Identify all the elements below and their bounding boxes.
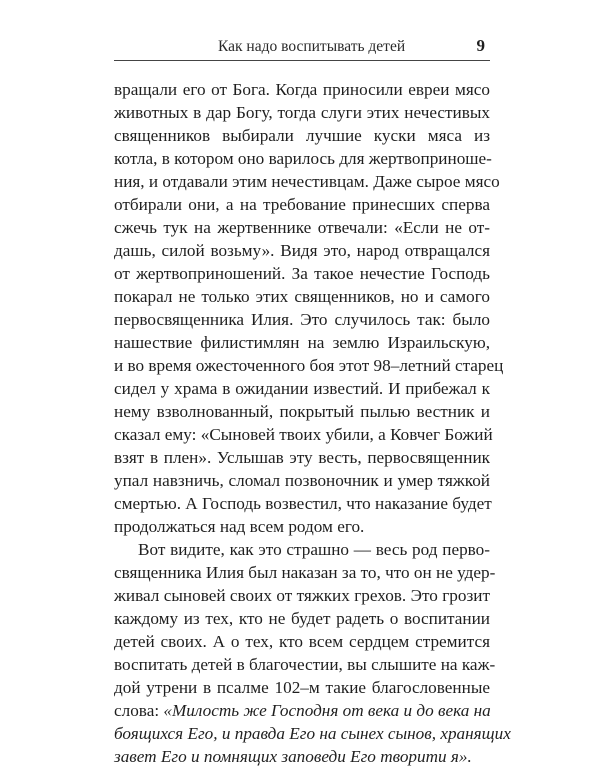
page-number: 9 (476, 36, 485, 55)
text-fragment: слова: (114, 701, 164, 720)
text-line: упал навзничь, сломал позвоночник и умер тяжкой (114, 471, 490, 490)
psalm-quote-line: боящихся Его, и правда Его на сынех сынов, хранящих (114, 724, 511, 743)
psalm-quote-line: завет Его и помнящих заповеди Его творити я». (114, 747, 472, 766)
text-line: сказал ему: «Сыновей твоих убили, а Ковчег Божий (114, 425, 493, 444)
text-line: Вот видите, как это страшно — весь род перво- (138, 540, 490, 559)
text-line: продолжаться над всем родом его. (114, 517, 365, 536)
text-line: смертью. А Господь возвестил, что наказание будет (114, 494, 492, 513)
text-line: живал сыновей своих от тяжких грехов. Это грозит (114, 586, 490, 605)
text-line: священника Илия был наказан за то, что он не удер- (114, 563, 496, 582)
text-line: воспитать детей в благочестии, вы слышите на каж- (114, 655, 496, 674)
text-line: отбирали они, а на требование принесших сперва (114, 195, 490, 214)
header-divider (114, 60, 490, 61)
running-header (114, 37, 490, 59)
text-line: животных в дар Богу, тогда слуги этих нечестивых (114, 103, 490, 122)
text-line: каждому из тех, кто не будет радеть о воспитании (114, 609, 490, 628)
text-line: первосвященника Илия. Это случилось так: было (114, 310, 490, 329)
text-line-with-quote (114, 699, 490, 722)
text-line: священников выбирали лучшие куски мяса из (114, 126, 490, 145)
text-line: нашествие филистимлян на землю Израильскую, (114, 333, 490, 352)
text-line: покарал не только этих священников, но и самого (114, 287, 490, 306)
text-line: нему взволнованный, покрытый пылью вестник и (114, 402, 490, 421)
psalm-quote: «Милость же Господня от века и до века на (163, 701, 491, 720)
page-body (114, 78, 511, 768)
text-line: взят в плен». Услышав эту весть, первосвященник (114, 448, 490, 467)
text-line: котла, в котором оно варилось для жертвоприноше- (114, 149, 492, 168)
text-line: и во время ожесточенного боя этот 98–летний старец (114, 356, 504, 375)
text-line: дашь, силой возьму». Видя это, народ отвращался (114, 241, 490, 260)
text-line: вращали его от Бога. Когда приносили евреи мясо (114, 80, 490, 99)
text-line: сжечь тук на жертвеннике отвечали: «Если не от- (114, 218, 490, 237)
running-title: Как надо воспитывать детей (218, 38, 406, 55)
text-line: ния, и отдавали этим нечестивцам. Даже сырое мясо (114, 172, 500, 191)
text-line: сидел у храма в ожидании известий. И прибежал к (114, 379, 490, 398)
paragraph (114, 78, 504, 538)
paragraph (114, 538, 511, 768)
text-line: от жертвоприношений. За такое нечестие Господь (114, 264, 490, 283)
text-line: дой утрени в псалме 102–м такие благословенные (114, 678, 490, 697)
text-line: детей своих. А о тех, кто всем сердцем стремится (114, 632, 490, 651)
